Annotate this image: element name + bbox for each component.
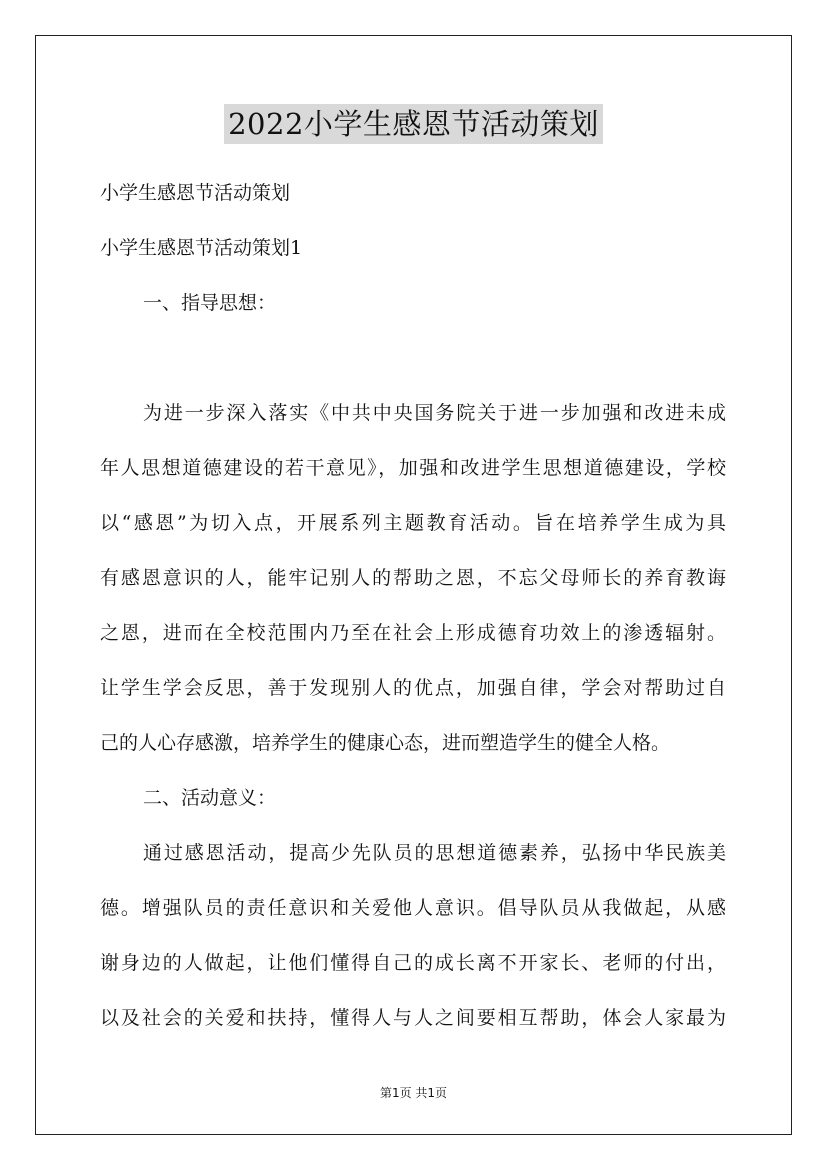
paragraph-1-line-6: 让学生学会反思，善于发现别人的优点，加强自律，学会对帮助过自 — [100, 677, 726, 699]
paragraph-1-line-7: 己的人心存感激，培养学生的健康心态，进而塑造学生的健全人格。 — [100, 732, 671, 754]
page-footer: 第1页 共1页 — [379, 1086, 448, 1100]
paragraph-1-line-1: 为进一步深入落实《中共中央国务院关于进一步加强和改进未成 — [143, 402, 726, 424]
section-heading-2: 二、活动意义： — [143, 787, 277, 809]
paragraph-2-line-2: 德。增强队员的责任意识和关爱他人意识。倡导队员从我做起，从感 — [100, 897, 726, 919]
document-body — [100, 174, 726, 1054]
paragraph-2-line-4: 以及社会的关爱和扶持，懂得人与人之间要相互帮助，体会人家最为 — [100, 1007, 726, 1029]
section-heading-1: 一、指导思想： — [143, 292, 277, 314]
paragraph-1-line-3: 以“感恩”为切入点，开展系列主题教育活动。旨在培养学生成为具 — [100, 512, 726, 534]
paragraph-1-line-4: 有感恩意识的人，能牢记别人的帮助之恩，不忘父母师长的养育教诲 — [100, 567, 726, 589]
subtitle-line-2: 小学生感恩节活动策划1 — [100, 237, 303, 259]
paragraph-2-line-1: 通过感恩活动，提高少先队员的思想道德素养，弘扬中华民族美 — [143, 842, 726, 864]
paragraph-1-line-2: 年人思想道德建设的若干意见》，加强和改进学生思想道德建设，学校 — [100, 457, 726, 479]
paragraph-1-line-5: 之恩，进而在全校范围内乃至在社会上形成德育功效上的渗透辐射。 — [100, 622, 726, 644]
title-container — [0, 104, 827, 144]
blank-spacer — [100, 339, 726, 394]
paragraph-2-line-3: 谢身边的人做起，让他们懂得自己的成长离不开家长、老师的付出， — [100, 952, 726, 974]
subtitle-line: 小学生感恩节活动策划 — [100, 182, 291, 204]
document-title: 2022小学生感恩节活动策划 — [224, 104, 603, 144]
